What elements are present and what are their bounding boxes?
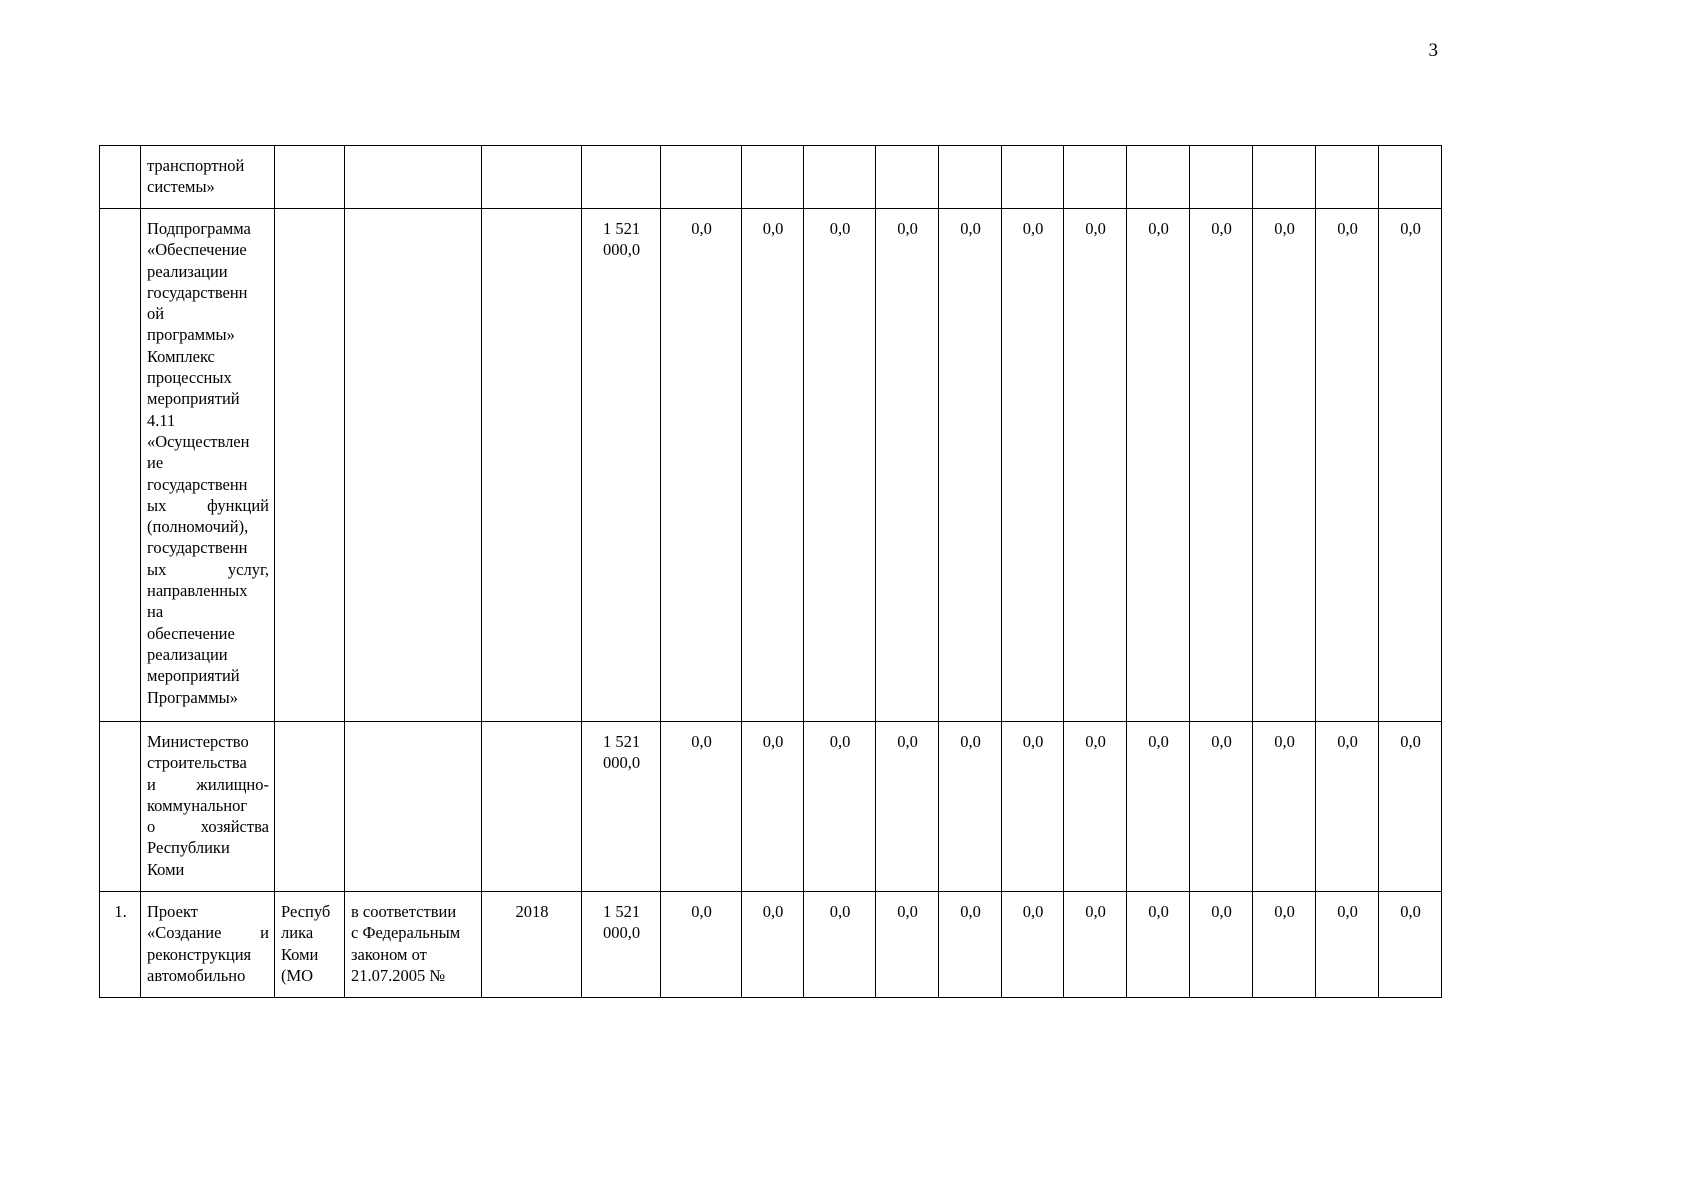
value-cell: 0,0 [939,722,1002,892]
value-cell: 0,0 [1379,722,1442,892]
value-cell: 0,0 [804,209,876,722]
value-cell [1002,146,1064,209]
value-cell [661,146,742,209]
value-cell [1127,146,1190,209]
executor-cell [275,722,345,892]
table-row [100,146,1442,209]
name-cell-line: на [147,602,164,622]
executor-cell-line: лика [281,923,314,943]
value-cell [1190,146,1253,209]
name-cell-line: автомобильно [147,965,246,985]
value-cell: 0,0 [1253,722,1316,892]
budget-table [99,145,1442,998]
name-cell [141,722,275,892]
table-body [100,146,1442,998]
total-amount-cell-line: 1 521 [602,732,641,751]
value-cell: 0,0 [661,209,742,722]
name-cell-line: направленных [147,581,248,601]
name-cell-line: коммунальног [147,795,248,815]
row-number-cell [100,209,141,722]
value-cell [939,146,1002,209]
value-cell: 0,0 [1190,892,1253,998]
value-cell: 0,0 [1064,892,1127,998]
value-cell: 0,0 [804,892,876,998]
basis-cell-line: законом от [351,944,427,964]
value-cell: 0,0 [1127,892,1190,998]
executor-cell-line: Респуб [281,902,331,921]
value-cell [804,146,876,209]
row-number-cell [100,722,141,892]
name-cell-line: ой [147,304,165,324]
value-cell: 0,0 [1253,892,1316,998]
name-cell [141,892,275,998]
name-cell-line: строительства [147,753,247,773]
table-row [100,209,1442,722]
name-cell-line: транспортной [147,156,245,175]
name-cell-line: «Обеспечение [147,240,247,260]
basis-cell [345,209,482,722]
value-cell: 0,0 [1190,722,1253,892]
name-cell-line: государственн [147,474,248,494]
name-cell-line: реконструкция [147,944,252,964]
value-cell: 0,0 [939,892,1002,998]
name-cell-line: «Создание и [147,923,269,943]
basis-cell-line: в соответствии [351,902,457,921]
name-cell-line: о хозяйства [147,817,269,837]
value-cell: 0,0 [1002,722,1064,892]
name-cell-line: 4.11 [147,410,176,430]
value-cell: 0,0 [1064,209,1127,722]
name-cell-line: Программы» [147,687,238,707]
name-cell-line: мероприятий [147,666,240,686]
name-cell [141,146,275,209]
name-cell-line: (полномочий), [147,517,249,537]
name-cell-line: ие [147,453,164,473]
value-cell: 0,0 [742,722,804,892]
basis-cell [345,146,482,209]
total-amount-cell [582,892,661,998]
name-cell-line: реализации [147,644,228,664]
value-cell [876,146,939,209]
value-cell: 0,0 [876,722,939,892]
name-cell-line: мероприятий [147,389,240,409]
executor-cell-line: Коми [281,944,319,964]
name-cell-line: процессных [147,368,232,388]
value-cell: 0,0 [1316,209,1379,722]
value-cell: 0,0 [1316,892,1379,998]
name-cell-line: ых функций [147,495,269,515]
year-cell: 2018 [482,892,582,998]
value-cell: 0,0 [876,209,939,722]
basis-cell-line: 21.07.2005 № [351,965,446,985]
name-cell-line: государственн [147,282,248,302]
value-cell: 0,0 [742,892,804,998]
name-cell-line: Проект [147,902,198,921]
name-cell-line: Республики [147,838,230,858]
total-amount-cell-line: 000,0 [602,923,641,943]
name-cell [141,209,275,722]
name-cell-line: государственн [147,538,248,558]
value-cell [1316,146,1379,209]
total-amount-cell-line: 000,0 [602,240,641,260]
basis-cell-line: с Федеральным [351,923,461,943]
name-cell-line: «Осуществлен [147,431,250,451]
name-cell-line: обеспечение [147,623,235,643]
name-cell-line: реализации [147,261,228,281]
basis-cell [345,722,482,892]
name-cell-line: Комплекс [147,346,215,366]
total-amount-cell-line: 1 521 [602,219,641,238]
year-cell [482,146,582,209]
value-cell [1064,146,1127,209]
value-cell: 0,0 [1379,892,1442,998]
year-cell [482,209,582,722]
total-amount-cell [582,722,661,892]
total-amount-cell-line: 000,0 [602,753,641,773]
value-cell: 0,0 [1127,209,1190,722]
value-cell: 0,0 [661,722,742,892]
name-cell-line: программы» [147,325,235,345]
total-amount-cell-line: 1 521 [602,902,641,921]
executor-cell [275,892,345,998]
value-cell [1253,146,1316,209]
value-cell: 0,0 [1253,209,1316,722]
value-cell: 0,0 [1127,722,1190,892]
name-cell-line: Коми [147,859,185,879]
name-cell-line: и жилищно- [147,774,269,794]
page-number: 3 [1428,40,1438,61]
name-cell-line: Подпрограмма [147,219,251,238]
value-cell: 0,0 [876,892,939,998]
value-cell: 0,0 [1379,209,1442,722]
value-cell: 0,0 [1064,722,1127,892]
total-amount-cell [582,209,661,722]
table-row [100,892,1442,998]
name-cell-line: системы» [147,177,215,197]
value-cell: 0,0 [1002,209,1064,722]
table-row [100,722,1442,892]
row-number-cell [100,146,141,209]
value-cell: 0,0 [1002,892,1064,998]
total-amount-cell [582,146,661,209]
executor-cell [275,146,345,209]
name-cell-line: ых услуг, [147,559,269,579]
executor-cell [275,209,345,722]
year-cell [482,722,582,892]
row-number-cell: 1. [100,892,141,998]
value-cell: 0,0 [804,722,876,892]
value-cell: 0,0 [1190,209,1253,722]
value-cell: 0,0 [661,892,742,998]
value-cell: 0,0 [1316,722,1379,892]
value-cell [742,146,804,209]
name-cell-line: Министерство [147,732,249,751]
executor-cell-line: (МО [281,965,314,985]
basis-cell [345,892,482,998]
value-cell: 0,0 [939,209,1002,722]
value-cell: 0,0 [742,209,804,722]
value-cell [1379,146,1442,209]
